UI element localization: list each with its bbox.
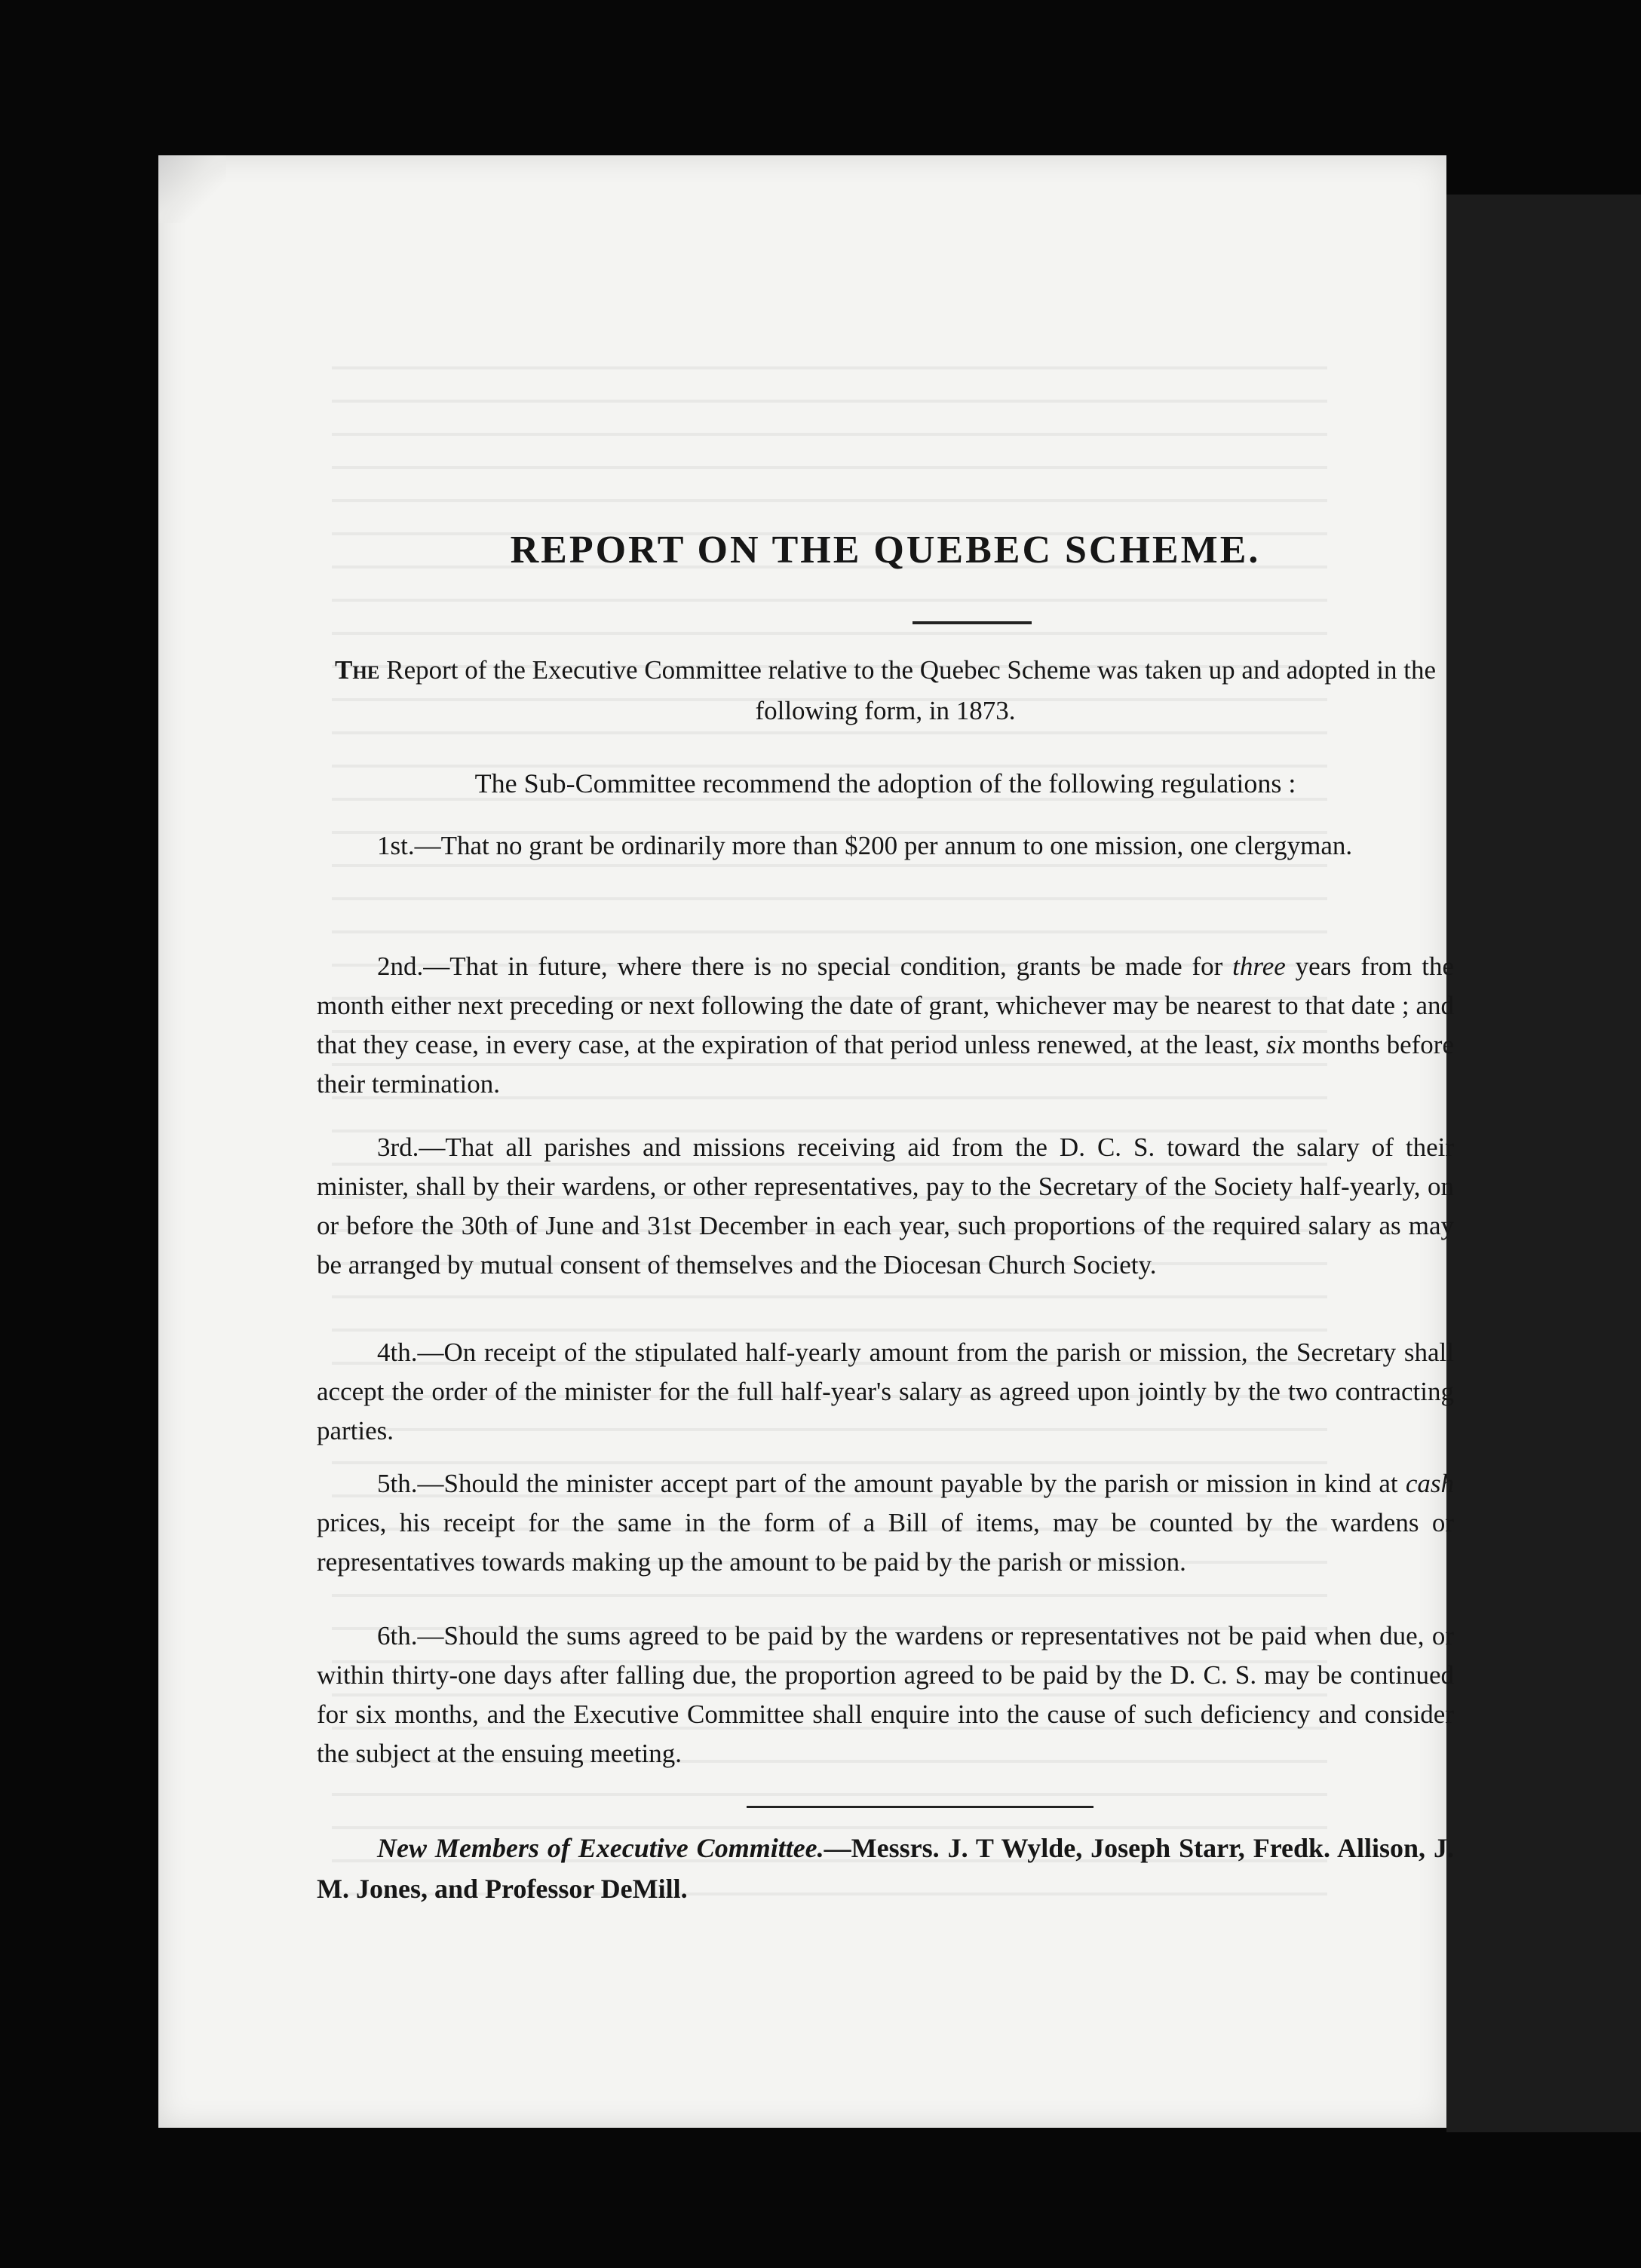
page-fold-corner [158, 155, 226, 223]
regulation-text: prices, his receipt for the same in the form of a Bill of items, may be counted by the wardens or representatives towards making up the amount to be paid by the parish or mission. [317, 1508, 1454, 1577]
new-members-paragraph [317, 1828, 1454, 1909]
regulation-text: —That in future, where there is no special condition, grants be made for [423, 952, 1233, 981]
regulation-text: —That no grant be ordinarily more than $200 per annum to one mission, one clergyman. [414, 831, 1353, 860]
regulation-5 [317, 1464, 1454, 1582]
regulation-text: —Should the sums agreed to be paid by the wardens or representatives not be paid when due, or within thirty-one days after falling due, the proportion agreed to be paid by the D. C. S. may be continued for six months, and the Executive Committee shall enquire into the cause of such deficiency and consider the subject at the ensuing meeting. [317, 1621, 1454, 1768]
regulation-text: years from the month either next preceding or next following the date of grant, whichever may be nearest to that date ; and that they cease, in every case, at the expiration of that period unless renewed, at the least, [317, 952, 1455, 1059]
regulation-3 [317, 1128, 1454, 1285]
regulation-emphasis: six [1265, 1030, 1296, 1059]
regulation-label: 4th. [377, 1338, 418, 1367]
regulation-text: —On receipt of the stipulated half-yearly amount from the parish or mission, the Secretary shall accept the order of the minister for the full half-year's salary as agreed upon jointly by the two contracting parties. [317, 1338, 1454, 1445]
intro-lead-word: The [335, 655, 380, 685]
regulation-label: 3rd. [377, 1132, 419, 1162]
regulation-label: 5th. [377, 1469, 418, 1498]
regulation-label: 1st. [377, 831, 415, 860]
regulation-emphasis: cash [1405, 1469, 1454, 1498]
regulation-text: months before their termination. [317, 1030, 1454, 1099]
document-page [158, 155, 1455, 2128]
regulation-label: 6th. [377, 1621, 418, 1650]
film-edge [1446, 195, 1641, 2132]
regulation-6 [317, 1617, 1454, 1773]
page-title: REPORT ON THE QUEBEC SCHEME. [510, 529, 1261, 572]
regulation-4 [317, 1333, 1454, 1451]
new-members-names: —Messrs. J. T Wylde, Joseph Starr, Fredk. Allison, J. M. Jones, and Professor DeMill. [317, 1833, 1454, 1904]
regulation-1 [317, 826, 1454, 866]
regulation-label: 2nd. [377, 952, 424, 981]
title-divider [913, 621, 1032, 624]
intro-text: Report of the Executive Committee relative to the Quebec Scheme was taken up and adopted in the following form, in 1873. [386, 655, 1436, 725]
section-divider [747, 1806, 1093, 1808]
new-members-label: New Members of Executive Committee. [377, 1833, 824, 1863]
regulations-lead: The Sub-Committee recommend the adoption of the following regulations : [474, 768, 1296, 798]
regulation-text: —Should the minister accept part of the amount payable by the parish or mission in kind at [417, 1469, 1406, 1498]
regulation-emphasis: three [1232, 952, 1286, 981]
regulation-text: —That all parishes and missions receiving aid from the D. C. S. toward the salary of their minister, shall by their wardens, or other representatives, pay to the Secretary of the Society half-yearly, on or before the 30th of June and 31st December in each year, such proportions of the required salary as may be arranged by mutual consent of themselves and the Diocesan Church Society. [317, 1132, 1454, 1280]
regulation-2 [317, 947, 1454, 1104]
intro-paragraph [317, 650, 1454, 731]
